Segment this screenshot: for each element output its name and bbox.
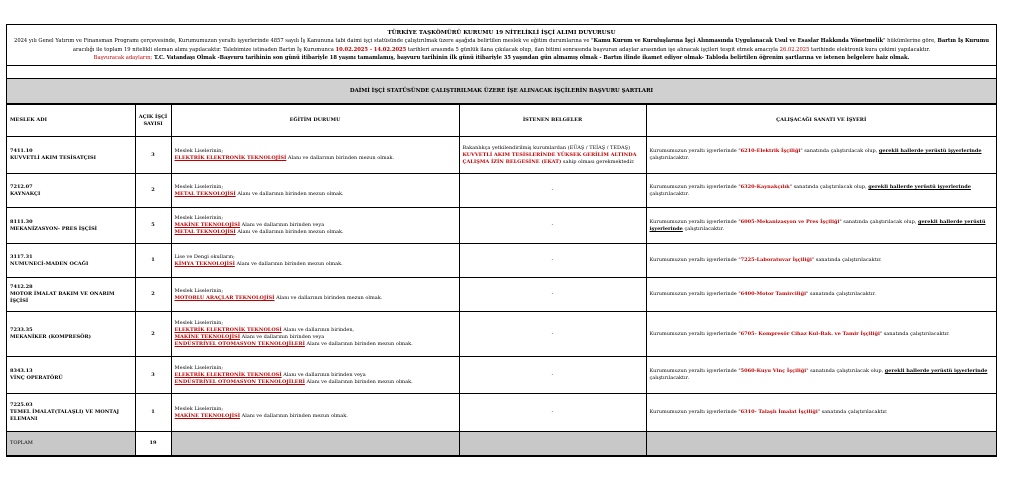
edu-dept: ELEKTRİK ELEKTRONİK TEKNOLOJİSİ [174, 155, 287, 162]
edu-line: MAKİNE TEKNOLOJİSİ Alanı ve dallarının birinden mezun olmak. [174, 412, 348, 419]
edu-head: Meslek Liselerinin; [174, 148, 224, 155]
job-cell: Kurumumuzun yeraltı işyerlerinde "6005-Mekanizasyon ve Pres İşçiliği" sanatında çalıştırılacak olup, gerekli hallerde yerüstü işyerlerinde çalıştırılacaktır. [646, 208, 996, 244]
meslek-name: KAYNAKÇI [10, 190, 41, 197]
table-row [7, 394, 996, 432]
meslek-name: MOTOR İMALAT BAKIM VE ONARIM İŞÇİSİ [10, 291, 115, 305]
edu-line: METAL TEKNOLOJİSİ Alanı ve dallarının birinden mezun olmak. [174, 190, 344, 197]
col-header-belgeler: İSTENEN BELGELER [459, 105, 646, 137]
meslek-cell [7, 208, 135, 244]
edu-dept: ELEKTRİK ELEKTRONİK TEKNOLOSİ [174, 371, 282, 378]
meslek-code: 8343.13 [10, 368, 33, 375]
count-cell: 3 [135, 137, 171, 174]
total-empty-cell [459, 432, 646, 456]
table-row [7, 137, 996, 174]
education-cell [171, 244, 459, 278]
applicant-requirements: Başvuracak adayların; T.C. Vatandaşı Olmak -Başvuru tarihinin son günü itibariyle 18 yaşını tamamlamış, başvuru tarihinin ilk günü itibariyle 35 yaşından gün almamış olmak - Bartın ilinde ikamet ediyor olmak- Tabloda belirtilen öğrenim şartlarına ve istenen belgelere haiz olmak. [93, 54, 910, 61]
meslek-code: 3117.31 [10, 253, 33, 260]
meslek-code: 7412.28 [10, 284, 33, 291]
edu-head: Meslek Liselerinin; [174, 183, 224, 190]
edu-line: ELEKTRİK ELEKTRONİK TEKNOLOSİ Alanı ve dallarının birinden, [174, 327, 355, 334]
table-row [7, 208, 996, 244]
table-header-row [7, 105, 996, 137]
docs-cell: - [459, 312, 646, 357]
education-cell [171, 208, 459, 244]
edu-dept: ENDÜSTRİYEL OTOMASYON TEKNOLOJİLERİ [174, 341, 305, 348]
edu-line: ENDÜSTRİYEL OTOMASYON TEKNOLOJİLERİ Alanı ve dallarının birinden mezun olmak. [174, 378, 413, 385]
edu-head: Meslek Liselerinin; [174, 320, 224, 327]
edu-dept: MAKİNE TEKNOLOJİSİ [174, 412, 241, 419]
meslek-name: VİNÇ OPERATÖRÜ [10, 375, 63, 382]
education-cell [171, 357, 459, 394]
education-cell [171, 312, 459, 357]
total-empty-cell [171, 432, 459, 456]
edu-head: Lise ve Dengi okulların; [174, 253, 235, 260]
edu-dept: METAL TEKNOLOJİSİ [174, 229, 236, 236]
edu-line: METAL TEKNOLOJİSİ Alanı ve dallarının birinden mezun olmak. [174, 229, 344, 236]
edu-line: ELEKTRİK ELEKTRONİK TEKNOLOSİ Alanı ve dallarının birinden veya [174, 371, 366, 378]
docs-cell: - [459, 357, 646, 394]
col-header-acik: AÇIK İŞÇİ SAYISI [135, 105, 171, 137]
job-cell: Kurumumuzun yeraltı işyerlerinde "7225-Laboratuvar İşçiliği" sanatında çalıştırılacaktır. [646, 244, 996, 278]
meslek-code: 7225.03 [10, 402, 33, 409]
job-cell: Kurumumuzun yeraltı işyerlerinde "6210-Elektrik İşçiliği" sanatında çalıştırılacak olup, gerekli hallerde yerüstü işyerlerinde çalıştırılacaktır. [646, 137, 996, 174]
meslek-cell [7, 174, 135, 208]
meslek-code: 7233.35 [10, 327, 33, 334]
edu-head: Meslek Liselerinin; [174, 405, 224, 412]
table-row [7, 312, 996, 357]
edu-line: MOTORLU ARAÇLAR TEKNOLOJİSİ Alanı ve dallarının birinden mezun olmak. [174, 294, 383, 301]
count-cell: 5 [135, 208, 171, 244]
edu-head: Meslek Liselerinin; [174, 364, 224, 371]
meslek-cell [7, 394, 135, 432]
total-empty-cell [646, 432, 996, 456]
job-cell: Kurumumuzun yeraltı işyerlerinde "6400-Motor Tamirciliği" sanatında çalıştırılacaktır. [646, 278, 996, 312]
announcement-sheet [6, 24, 997, 457]
edu-dept: ELEKTRİK ELEKTRONİK TEKNOLOSİ [174, 327, 282, 334]
docs-cell: - [459, 244, 646, 278]
meslek-cell [7, 357, 135, 394]
edu-dept: MAKİNE TEKNOLOJİSİ [174, 334, 241, 341]
education-cell [171, 137, 459, 174]
docs-cell: - [459, 278, 646, 312]
edu-line: KİMYA TEKNOLOJİSİ Alanı ve dallarının birinden mezun olmak. [174, 260, 343, 267]
edu-line: ENDÜSTRİYEL OTOMASYON TEKNOLOJİLERİ Alanı ve dallarının birinden mezun olmak. [174, 341, 413, 348]
meslek-code: 8111.30 [10, 218, 33, 225]
edu-line: MAKİNE TEKNOLOJİSİ Alanı ve dallarının birinden veya [174, 222, 325, 229]
meslek-cell [7, 278, 135, 312]
meslek-name: MEKANİKER (KOMPRESÖR) [10, 334, 92, 341]
job-cell: Kurumumuzun yeraltı işyerlerinde "6320-Kaynakçılık" sanatında çalıştırılacak olup, gerekli hallerde yerüstü işyerlerinde çalıştırılacaktır. [646, 174, 996, 208]
col-header-meslek: MESLEK ADI [7, 105, 135, 137]
edu-line: MAKİNE TEKNOLOJİSİ Alanı ve dallarının birinden veya [174, 334, 325, 341]
edu-dept: KİMYA TEKNOLOJİSİ [174, 260, 235, 267]
edu-dept: METAL TEKNOLOJİSİ [174, 190, 236, 197]
requirements-table [7, 104, 996, 456]
meslek-code: 7212.07 [10, 183, 33, 190]
edu-dept: MOTORLU ARAÇLAR TEKNOLOJİSİ [174, 294, 275, 301]
edu-head: Meslek Liselerinin; [174, 287, 224, 294]
docs-cell: - [459, 174, 646, 208]
announcement-title: TÜRKİYE TAŞKÖMÜRÜ KURUMU 19 NİTELİKLİ İŞÇİ ALIMI DUYURUSU [387, 30, 616, 36]
docs-cell: - [459, 208, 646, 244]
col-header-egitim: EĞİTİM DURUMU [171, 105, 459, 137]
edu-dept: ENDÜSTRİYEL OTOMASYON TEKNOLOJİLERİ [174, 378, 305, 385]
announcement-header [7, 25, 996, 66]
count-cell: 2 [135, 278, 171, 312]
table-row [7, 244, 996, 278]
table-row [7, 357, 996, 394]
education-cell [171, 394, 459, 432]
meslek-name: TEMEL İMALAT(TALAŞLI) VE MONTAJ ELEMANI [10, 409, 119, 423]
docs-cell: Bakanlıkça yetkilendirilmiş kurumlardan (EÜAŞ / TEİAŞ / TEDAŞ) KUVVETLİ AKIM TESİSLERİNDE YÜKSEK GERİLİM ALTINDA ÇALIŞMA İZİN BELGESİNE (EKAT) sahip olması gerekmektedir. [459, 137, 646, 174]
announcement-paragraph: 2024 yılı Genel Yatırım ve Finansman Programı çerçevesinde, Kurumumuzun yeraltı işyerlerinde 4857 sayılı İş Kanununa tabi daimi işçi statüsünde çalıştırılmak üzere aşağıda belirtilen meslek ve eğitim durumlarına ve "Kamu Kurum ve Kuruluşlarına İşçi Alınmasında Uygulanacak Usul ve Esaslar Hakkında Yönetmelik" hükümlerine göre, Bartın İş Kurumu aracılığı ile toplam 19 nitelikli eleman alımı yapılacaktır. Talebimize istinaden Bartın İş Kurumunca 10.02.2025 - 14.02.2025 tarihleri arasında 5 günlük ilana çıkılacak olup, ilan bitimi sonrasında başvuran adaylar arasından işe alınacak işçileri tespit etmek amacıyla 26.02.2025 tarihinde elektronik kura çekimi yapılacaktır. [14, 38, 989, 53]
count-cell: 2 [135, 312, 171, 357]
meslek-cell [7, 137, 135, 174]
total-label: TOPLAM [7, 432, 135, 456]
count-cell: 1 [135, 394, 171, 432]
edu-head: Meslek Liselerinin; [174, 215, 224, 222]
table-row [7, 174, 996, 208]
meslek-name: NUMUNECİ-MADEN OCAĞI [10, 260, 89, 267]
spacer-row [7, 66, 996, 79]
job-cell: Kurumumuzun yeraltı işyerlerinde "5060-Kuyu Vinç İşçiliği" sanatında çalıştırılacak olup, gerekli hallerde yerüstü işyerlerinde çalıştırılacaktır. [646, 357, 996, 394]
total-row [7, 432, 996, 456]
edu-dept: MAKİNE TEKNOLOJİSİ [174, 222, 241, 229]
education-cell [171, 174, 459, 208]
meslek-name: KUVVETLİ AKIM TESİSATÇISI [10, 155, 96, 162]
edu-line: ELEKTRİK ELEKTRONİK TEKNOLOJİSİ Alanı ve dallarının birinden mezun olmak. [174, 155, 395, 162]
section-title: DAİMİ İŞÇİ STATÜSÜNDE ÇALIŞTIRILMAK ÜZERE İŞE ALINACAK İŞÇİLERİN BAŞVURU ŞARTLARI [7, 79, 996, 104]
count-cell: 1 [135, 244, 171, 278]
meslek-code: 7411.10 [10, 148, 33, 155]
meslek-cell [7, 244, 135, 278]
total-count: 19 [135, 432, 171, 456]
count-cell: 3 [135, 357, 171, 394]
count-cell: 2 [135, 174, 171, 208]
education-cell [171, 278, 459, 312]
col-header-sanat: ÇALIŞACAĞI SANATI VE İŞYERİ [646, 105, 996, 137]
job-cell: Kurumumuzun yeraltı işyerlerinde "6705- Kompresör Cihaz Kul-Bak. ve Tamir İşçiliği" sanatında çalıştırılacaktır. [646, 312, 996, 357]
table-body [7, 137, 996, 432]
table-row [7, 278, 996, 312]
job-cell: Kurumumuzun yeraltı işyerlerinde "6310- Talaşlı İmalat İşçiliği" sanatında çalıştırılacaktır. [646, 394, 996, 432]
docs-cell: - [459, 394, 646, 432]
meslek-name: MEKANİZASYON- PRES İŞÇİSİ [10, 225, 98, 232]
meslek-cell [7, 312, 135, 357]
